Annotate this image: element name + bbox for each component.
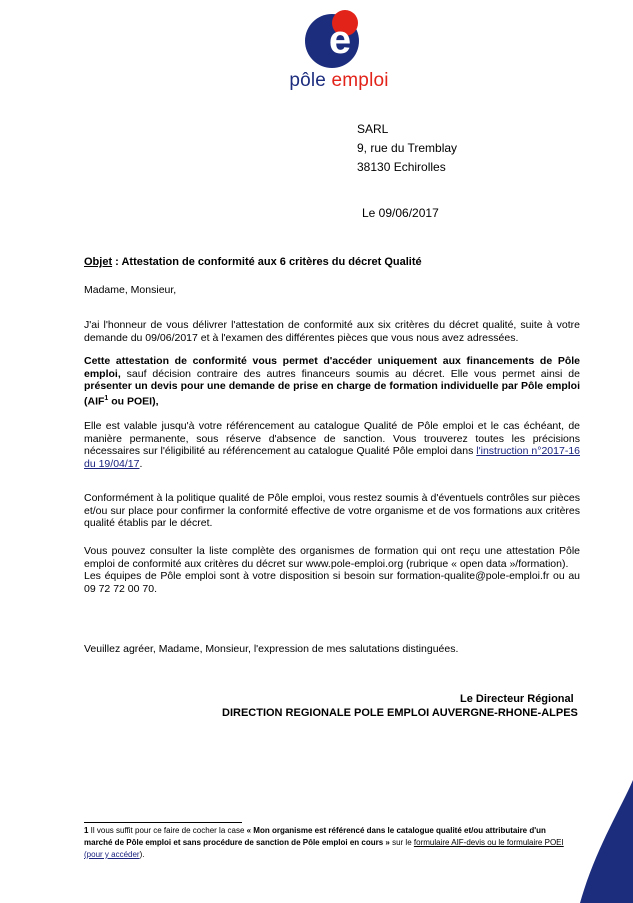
footnote-text-4: ).: [139, 850, 145, 859]
signatory-direction: DIRECTION REGIONALE POLE EMPLOI AUVERGNE-RHONE-ALPES: [222, 707, 578, 719]
footnote-reference: 1: [104, 394, 109, 402]
paragraph-3-end: .: [139, 457, 143, 470]
paragraph-2-bold-1: Cette attestation de conformité vous permet d'accéder uniquement aux financements de Pôle emploi,: [84, 355, 580, 380]
paragraph-2-bold-3: ou POEI),: [108, 395, 159, 408]
subject-text: : Attestation de conformité aux 6 critères du décret Qualité: [112, 256, 422, 268]
form-link[interactable]: formulaire AIF-devis ou le formulaire POEI: [413, 838, 564, 847]
paragraph-5-line-1: Vous pouvez consulter la liste complète des organismes de formation qui ont reçu une attestation Pôle emploi de conformité aux critères du décret sur www.pole-emploi.org (rubrique « open data »/formation).: [84, 545, 580, 570]
salutation: Madame, Monsieur,: [84, 284, 177, 296]
letter-date: Le 09/06/2017: [362, 206, 439, 220]
logo-wordmark-part2: emploi: [331, 70, 389, 91]
signatory-title: Le Directeur Régional: [460, 693, 574, 705]
footnote-text-2: sur le: [389, 838, 414, 847]
paragraph-1: J'ai l'honneur de vous délivrer l'attestation de conformité aux six critères du décret qualité, suite à votre demande du 09/06/2017 et à l'examen des différentes pièces que vous nous avez adressées.: [84, 319, 580, 344]
paragraph-2-text-1: sauf décision contraire des autres financeurs soumis au décret. Elle vous permet ainsi de: [120, 367, 580, 380]
instruction-link[interactable]: l'instruction n°2017-16 du 19/04/17: [84, 445, 580, 470]
paragraph-2-bold-2: présenter un devis pour une demande de prise en charge de formation individuelle par Pôle emploi (AIF: [84, 380, 580, 408]
logo-wordmark-part1: pôle: [289, 70, 332, 91]
footnote-text-1: Il vous suffit pour ce faire de cocher la case: [88, 826, 247, 835]
paragraph-4: Conformément à la politique qualité de Pôle emploi, vous restez soumis à d'éventuels contrôles sur pièces et/ou sur place pour confirmer la conformité effective de votre organisme et de vos formations aux critères qualité établis par le décret.: [84, 492, 580, 530]
access-link[interactable]: (pour y accéder: [84, 850, 140, 859]
letter-subject: [84, 256, 422, 268]
footnote-separator: [84, 822, 242, 823]
footnote: [84, 825, 564, 861]
recipient-line-2: 9, rue du Tremblay: [357, 141, 458, 155]
paragraph-5-line-2: Les équipes de Pôle emploi sont à votre disposition si besoin sur formation-qualite@pole-emploi.fr ou au 09 72 72 00 70.: [84, 570, 580, 595]
paragraph-3: [84, 420, 580, 470]
closing-formula: Veuillez agréer, Madame, Monsieur, l'expression de mes salutations distinguées.: [84, 643, 459, 655]
logo-letter: e: [328, 18, 352, 62]
paragraph-5: [84, 545, 580, 595]
paragraph-3-text: Elle est valable jusqu'à votre référencement au catalogue Qualité de Pôle emploi et le cas échéant, de manière permanente, sous réserve d'absence de sanction. Vous trouverez toutes les précisions nécessaires sur l'éligibilité au référencement au catalogue Qualité Pôle emploi dans: [84, 420, 580, 458]
corner-swoosh-decoration: [540, 780, 633, 903]
logo-wordmark: [284, 70, 394, 92]
paragraph-2: [84, 355, 580, 408]
footnote-number: 1: [84, 826, 89, 835]
footnote-bold: « Mon organisme est référencé dans le catalogue qualité et/ou attributaire d'un marché de Pôle emploi et sans procédure de sanction de Pôle emploi en cours »: [84, 826, 546, 847]
subject-label: Objet: [84, 256, 113, 268]
recipient-line-1: SARL: [357, 122, 389, 136]
recipient-line-3: 38130 Echirolles: [357, 160, 446, 174]
